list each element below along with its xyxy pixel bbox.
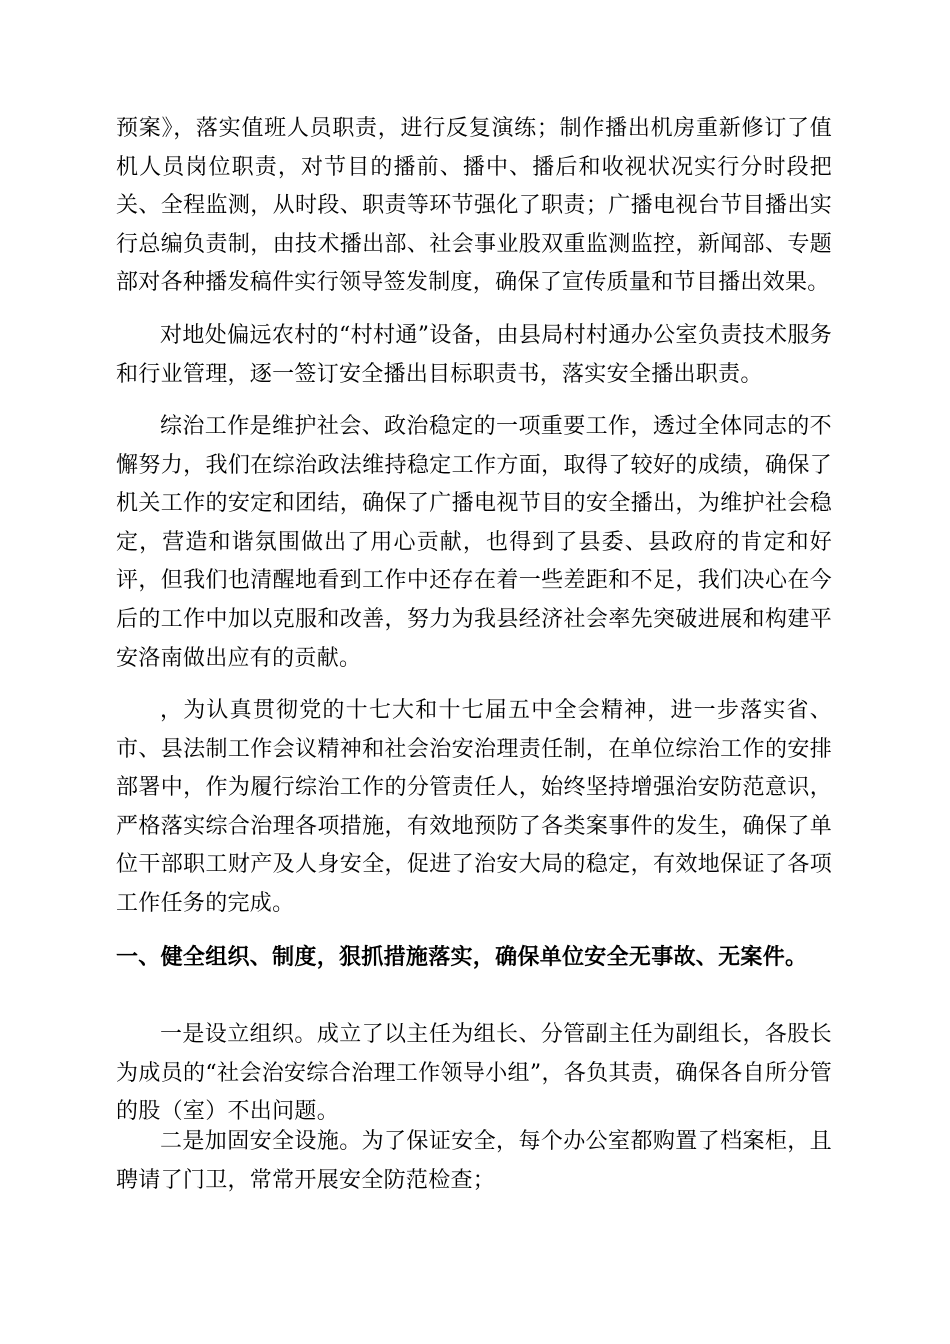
paragraph-comprehensive-governance: 综治工作是维护社会、政治稳定的一项重要工作，透过全体同志的不懈努力，我们在综治政法维持稳定工作方面，取得了较好的成绩，确保了机关工作的安定和团结，确保了广播电视节目的安全播出，为维护社会稳定，营造和谐氛围做出了用心贡献，也得到了县委、县政府的肯定和好评，但我们也清醒地看到工作中还存在着一些差距和不足，我们决心在今后的工作中加以克服和改善，努力为我县经济社会率先突破进展和构建平安洛南做出应有的贡献。 (116, 414, 832, 671)
paragraph-village-coverage: 对地处偏远农村的“村村通”设备，由县局村村通办公室负责技术服务和行业管理，逐一签订安全播出目标职责书，落实安全播出职责。 (116, 323, 832, 387)
paragraph-security-facilities: 二是加固安全设施。为了保证安全，每个办公室都购置了档案柜，且聘请了门卫，常常开展安全防范检查； (116, 1129, 832, 1193)
paragraph-set-up-organization: 一是设立组织。成立了以主任为组长、分管副主任为副组长，各股长为成员的“社会治安综合治理工作领导小组”，各负其责，确保各自所分管的股（室）不出问题。 (116, 1022, 832, 1125)
paragraph-broadcast-safety: 预案》，落实值班人员职责，进行反复演练；制作播出机房重新修订了值机人员岗位职责，对节目的播前、播中、播后和收视状况实行分时段把关、全程监测，从时段、职责等环节强化了职责；广播电视台节目播出实行总编负责制，由技术播出部、社会事业股双重监测监控，新闻部、专题部对各种播发稿件实行领导签发制度，确保了宣传质量和节目播出效果。 (116, 116, 832, 296)
section-heading: 一、健全组织、制度，狠抓措施落实，确保单位安全无事故、无案件。 (116, 944, 808, 970)
paragraph-legal-work: ，为认真贯彻党的十七大和十七届五中全会精神，进一步落实省、市、县法制工作会议精神和社会治安治理责任制，在单位综治工作的安排部署中，作为履行综治工作的分管责任人，始终坚持增强治安防范意识，严格落实综合治理各项措施，有效地预防了各类案事件的发生，确保了单位干部职工财产及人身安全，促进了治安大局的稳定，有效地保证了各项工作任务的完成。 (116, 698, 832, 916)
